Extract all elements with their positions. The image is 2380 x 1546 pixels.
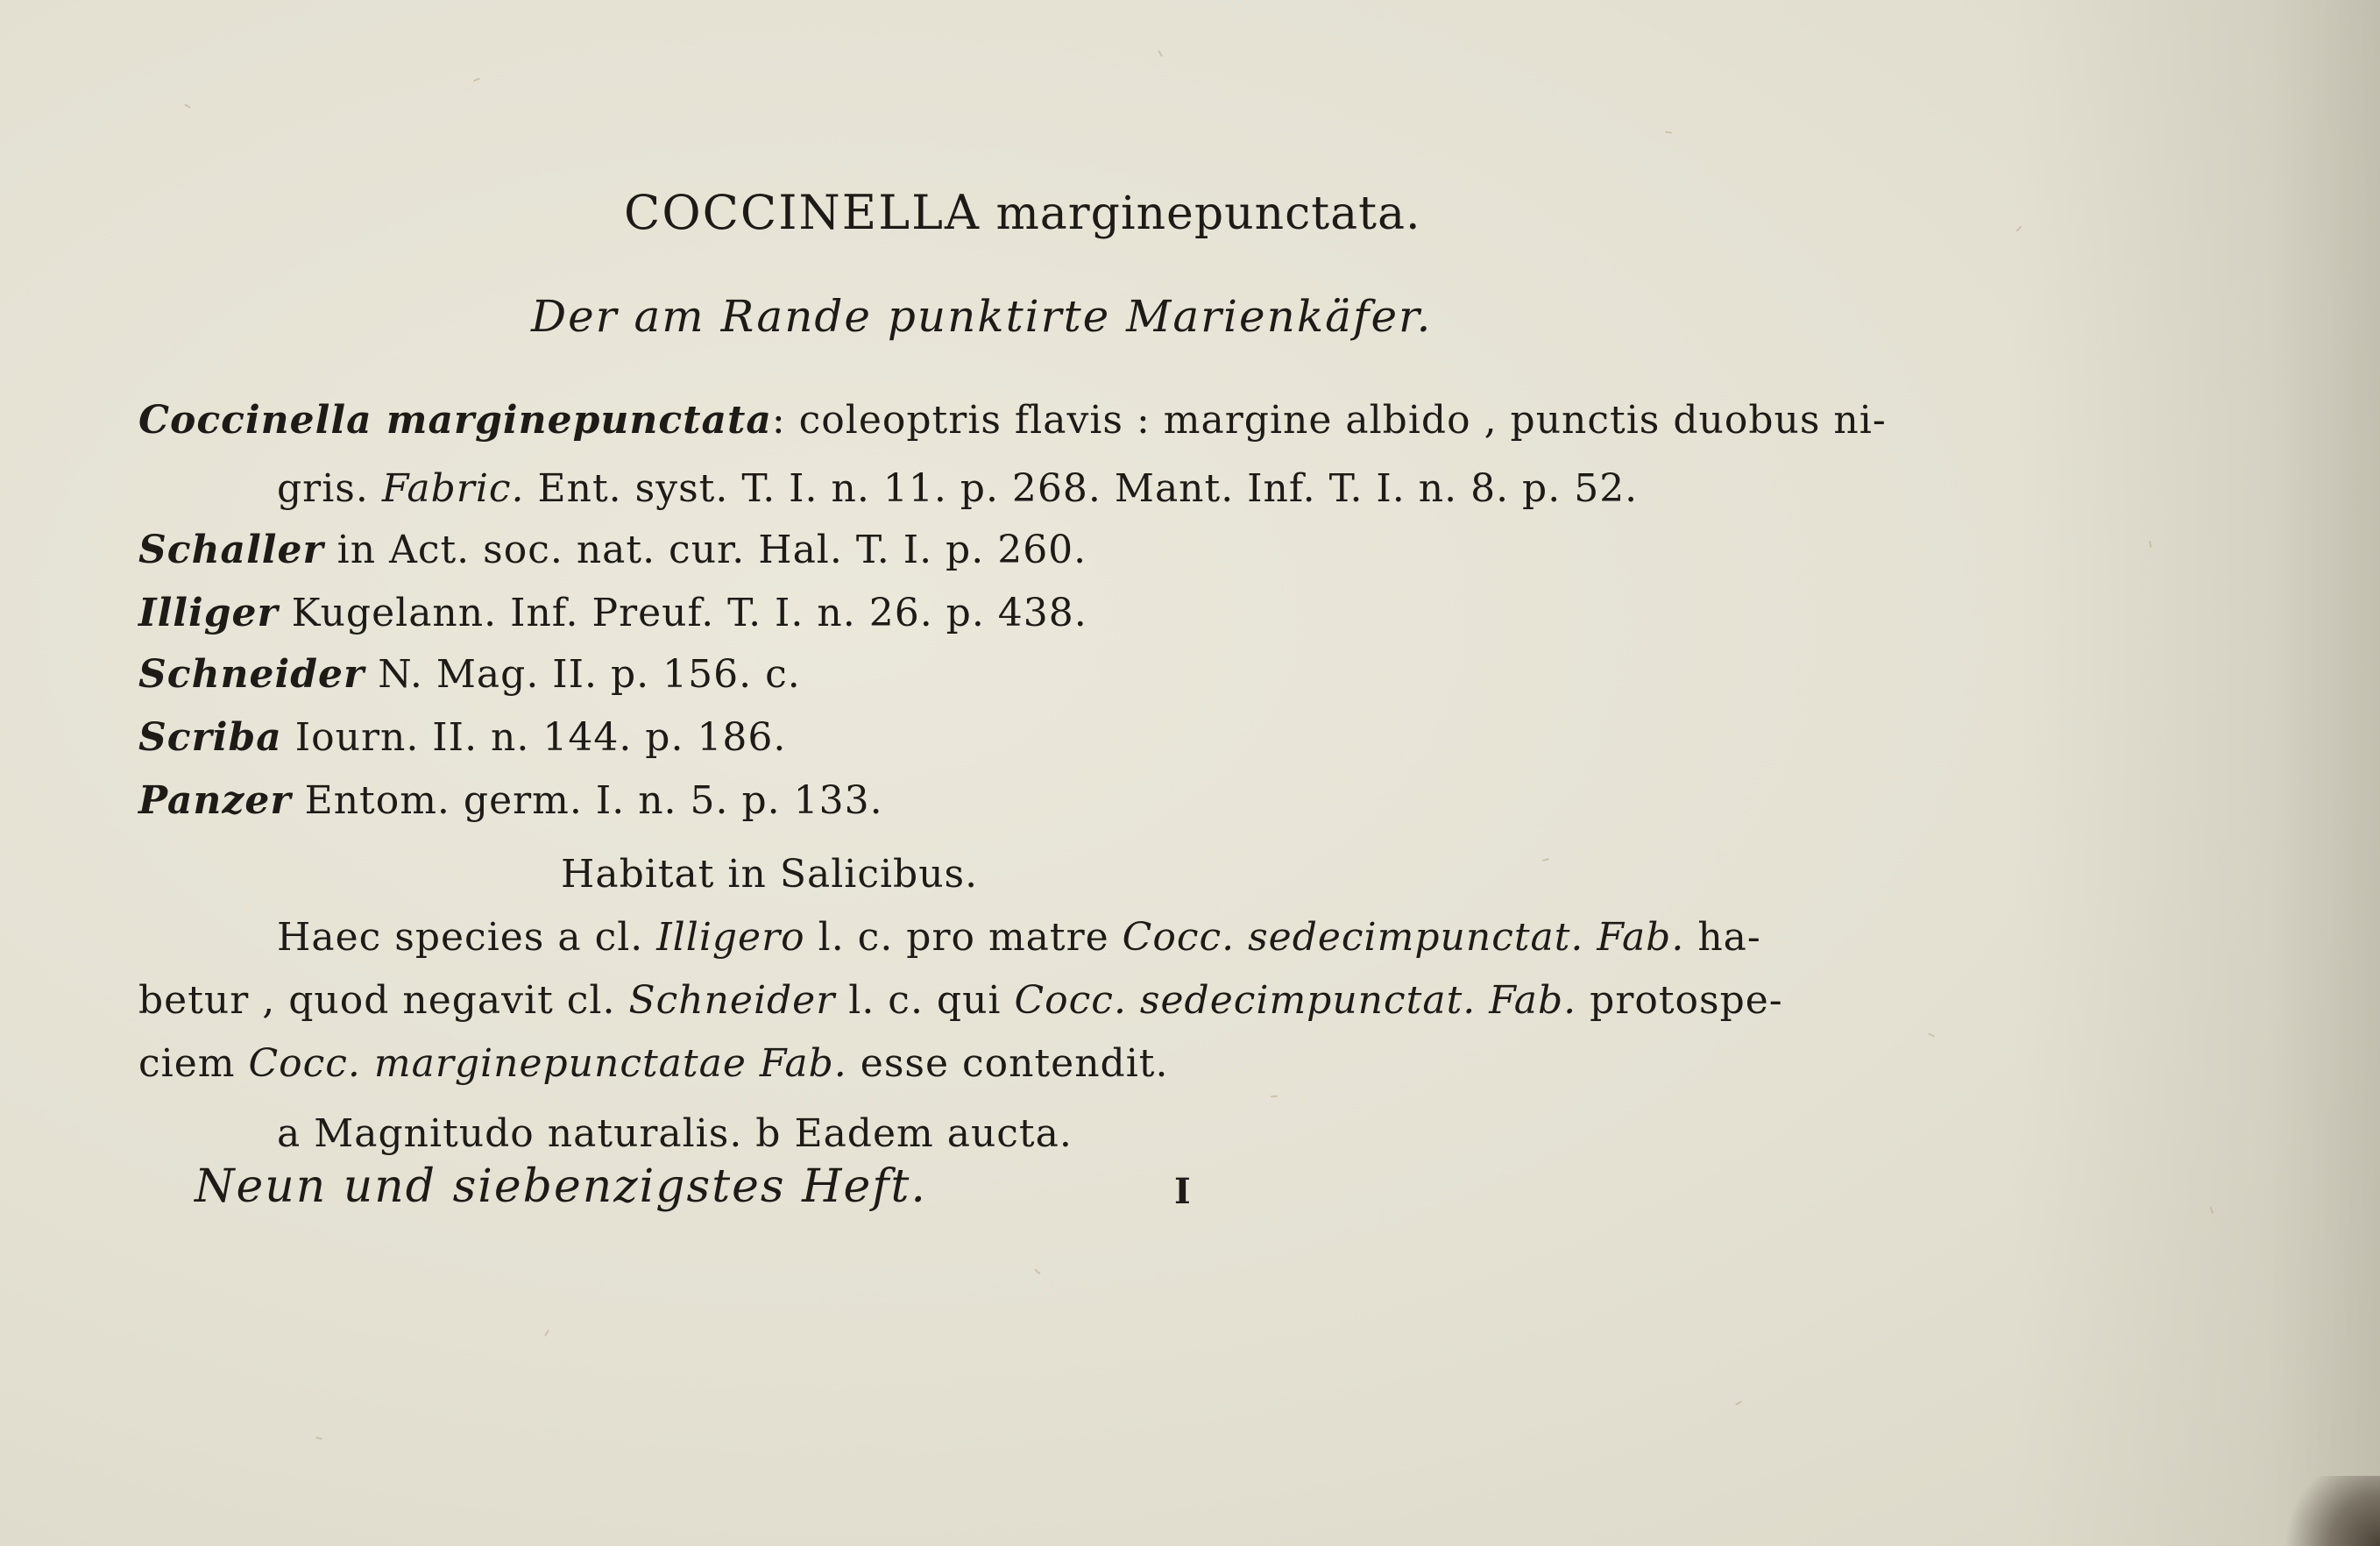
- paper-fiber: [1542, 858, 1549, 862]
- paragraph-line-3: [138, 1041, 1169, 1086]
- paragraph-text: Haec species a cl.: [277, 915, 644, 960]
- reference-line: [138, 528, 1087, 572]
- page-title: [624, 185, 1421, 240]
- reference-line: [138, 591, 1087, 635]
- paragraph-species: Cocc. sedecimpunctat. Fab.: [1014, 978, 1577, 1023]
- page-subtitle: Der am Rande punktirte Marienkäfer.: [531, 291, 1433, 342]
- paragraph-species: Cocc. marginepunctatae Fab.: [248, 1041, 847, 1086]
- paragraph-line-2: [138, 978, 1783, 1023]
- page-corner: [2275, 1476, 2380, 1546]
- paper-fiber: [544, 1330, 549, 1337]
- paper-fiber: [315, 1436, 322, 1440]
- paragraph-species: Cocc. sedecimpunctat. Fab.: [1122, 915, 1685, 960]
- diagnosis-line2-start: gris.: [277, 466, 369, 511]
- reference-author: Scriba: [138, 715, 282, 760]
- diagnosis-name: Coccinella marginepunctata: [138, 398, 772, 443]
- issue-footer: Neun und siebenzigstes Heft.: [195, 1160, 927, 1213]
- figure-caption: a Magnitudo naturalis. b Eadem aucta.: [277, 1111, 1073, 1156]
- diagnosis-line-2: [277, 466, 1639, 511]
- paragraph-text: esse contendit.: [860, 1041, 1169, 1086]
- diagnosis-line2-rest: Ent. syst. T. I. n. 11. p. 268. Mant. Inf. T. I. n. 8. p. 52.: [537, 466, 1639, 511]
- paper-fiber: [184, 103, 191, 109]
- paper-fiber: [1158, 50, 1163, 57]
- reference-line: [138, 715, 787, 760]
- reference-author: Schaller: [138, 528, 324, 572]
- reference-author: Illiger: [138, 591, 279, 635]
- paragraph-line-1: [277, 915, 1761, 960]
- reference-text: Kugelann. Inf. Preuf. T. I. n. 26. p. 438.: [291, 591, 1087, 635]
- paragraph-text: l. c. pro matre: [818, 915, 1109, 960]
- reference-text: Iourn. II. n. 144. p. 186.: [294, 715, 787, 760]
- paper-fiber: [1735, 1401, 1742, 1406]
- diagnosis-line2-author: Fabric.: [381, 466, 525, 511]
- reference-line: [138, 652, 801, 697]
- reference-line: [138, 778, 883, 823]
- signature-mark: I: [1174, 1171, 1192, 1212]
- paragraph-author: Schneider: [628, 978, 836, 1023]
- paragraph-text: protospe-: [1590, 978, 1783, 1023]
- diagnosis-text: : coleoptris flavis : margine albido , punctis duobus ni-: [771, 398, 1887, 443]
- paper-fiber: [1271, 1096, 1278, 1098]
- paper-fiber: [1665, 131, 1672, 133]
- paragraph-text: ha-: [1697, 915, 1761, 960]
- habitat-line: Habitat in Salicibus.: [561, 852, 979, 897]
- paper-fiber: [473, 78, 480, 82]
- reference-author: Panzer: [138, 778, 292, 823]
- paper-fiber: [1928, 1032, 1935, 1037]
- paper-fiber: [1034, 1269, 1040, 1275]
- title-species: marginepunctata.: [995, 188, 1421, 240]
- reference-text: N. Mag. II. p. 156. c.: [378, 652, 801, 697]
- paragraph-text: l. c. qui: [848, 978, 1002, 1023]
- title-genus: COCCINELLA: [624, 185, 981, 240]
- paragraph-text: betur , quod negavit cl.: [138, 978, 616, 1023]
- reference-text: in Act. soc. nat. cur. Hal. T. I. p. 260.: [336, 528, 1087, 572]
- diagnosis-line-1: [138, 398, 1887, 443]
- paragraph-author: Illigero: [656, 915, 805, 960]
- reference-author: Schneider: [138, 652, 365, 697]
- paragraph-text: ciem: [138, 1041, 236, 1086]
- page-edge-shadow: [2012, 0, 2380, 1546]
- reference-text: Entom. germ. I. n. 5. p. 133.: [304, 778, 883, 823]
